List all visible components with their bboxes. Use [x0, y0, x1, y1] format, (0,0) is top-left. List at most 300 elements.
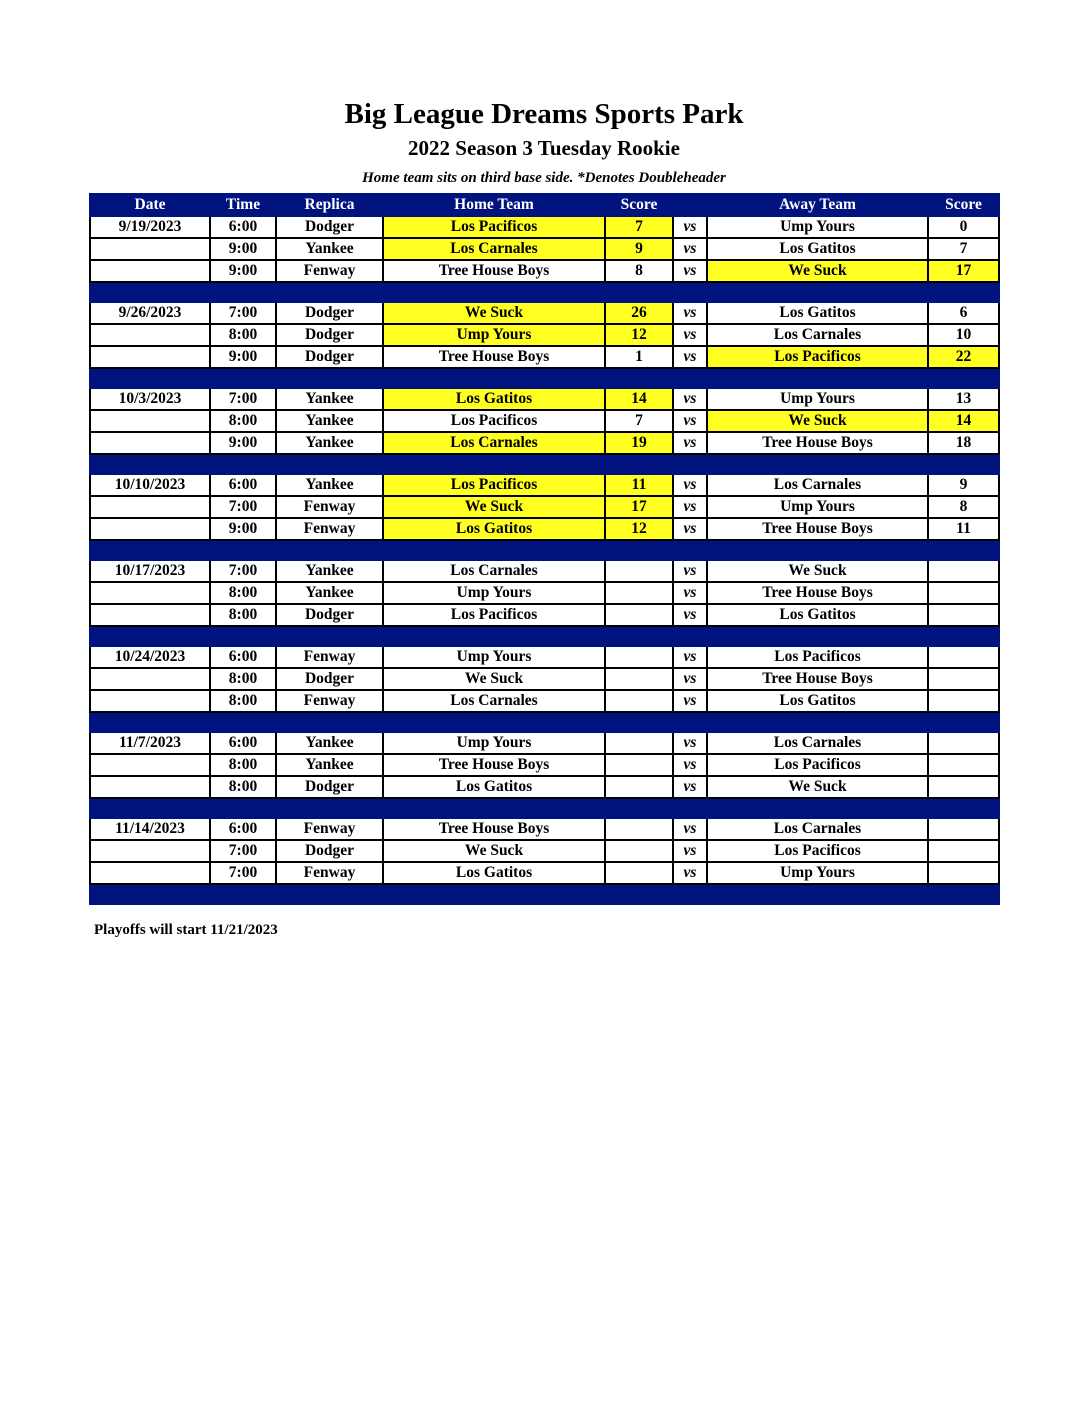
game-date — [90, 238, 210, 260]
game-replica: Dodger — [276, 668, 383, 690]
away-team: Tree House Boys — [707, 582, 928, 604]
home-team: Los Pacificos — [383, 474, 605, 496]
game-row — [90, 238, 999, 260]
home-team: We Suck — [383, 302, 605, 324]
game-row — [90, 496, 999, 518]
game-date: 10/24/2023 — [90, 646, 210, 668]
game-replica: Yankee — [276, 582, 383, 604]
home-score: 14 — [605, 388, 673, 410]
away-score — [928, 754, 999, 776]
vs-label: vs — [673, 690, 707, 712]
vs-label: vs — [673, 474, 707, 496]
separator-cell — [276, 798, 383, 818]
separator-cell — [928, 454, 999, 474]
game-time: 6:00 — [210, 474, 276, 496]
game-date: 11/7/2023 — [90, 732, 210, 754]
home-score: 12 — [605, 324, 673, 346]
away-score: 14 — [928, 410, 999, 432]
separator-cell — [383, 368, 605, 388]
game-replica: Yankee — [276, 410, 383, 432]
separator-cell — [210, 712, 276, 732]
home-score: 19 — [605, 432, 673, 454]
game-replica: Dodger — [276, 840, 383, 862]
week-separator — [90, 884, 999, 904]
game-time: 8:00 — [210, 324, 276, 346]
header-home-score: Score — [605, 194, 673, 216]
game-time: 7:00 — [210, 840, 276, 862]
away-score: 18 — [928, 432, 999, 454]
home-score: 8 — [605, 260, 673, 282]
away-team: We Suck — [707, 410, 928, 432]
away-score: 8 — [928, 496, 999, 518]
separator-cell — [605, 712, 673, 732]
game-row — [90, 346, 999, 368]
separator-cell — [605, 540, 673, 560]
away-score: 7 — [928, 238, 999, 260]
game-row — [90, 840, 999, 862]
game-time: 7:00 — [210, 862, 276, 884]
separator-cell — [605, 798, 673, 818]
home-team: Ump Yours — [383, 646, 605, 668]
vs-label: vs — [673, 668, 707, 690]
away-score — [928, 818, 999, 840]
week-separator — [90, 282, 999, 302]
playoffs-note: Playoffs will start 11/21/2023 — [94, 922, 278, 938]
away-score — [928, 776, 999, 798]
game-time: 7:00 — [210, 560, 276, 582]
game-date: 10/3/2023 — [90, 388, 210, 410]
header-row — [90, 194, 999, 216]
separator-cell — [383, 454, 605, 474]
away-team: Los Gatitos — [707, 690, 928, 712]
home-score — [605, 840, 673, 862]
game-row — [90, 388, 999, 410]
vs-label: vs — [673, 604, 707, 626]
header-date: Date — [90, 194, 210, 216]
home-score — [605, 818, 673, 840]
separator-cell — [707, 798, 928, 818]
vs-label: vs — [673, 776, 707, 798]
game-row — [90, 432, 999, 454]
header-replica: Replica — [276, 194, 383, 216]
separator-cell — [210, 282, 276, 302]
separator-cell — [673, 454, 707, 474]
vs-label: vs — [673, 560, 707, 582]
away-score — [928, 840, 999, 862]
away-team: Los Pacificos — [707, 754, 928, 776]
away-score: 10 — [928, 324, 999, 346]
away-team: Ump Yours — [707, 862, 928, 884]
home-score — [605, 668, 673, 690]
separator-cell — [673, 798, 707, 818]
header-home-team: Home Team — [383, 194, 605, 216]
header-vs — [673, 194, 707, 216]
vs-label: vs — [673, 432, 707, 454]
separator-cell — [928, 368, 999, 388]
game-replica: Fenway — [276, 646, 383, 668]
game-replica: Dodger — [276, 324, 383, 346]
separator-cell — [707, 626, 928, 646]
vs-label: vs — [673, 496, 707, 518]
game-date — [90, 432, 210, 454]
separator-cell — [276, 540, 383, 560]
game-time: 6:00 — [210, 216, 276, 238]
home-team: Tree House Boys — [383, 818, 605, 840]
separator-cell — [210, 798, 276, 818]
game-replica: Fenway — [276, 260, 383, 282]
header-time: Time — [210, 194, 276, 216]
game-date — [90, 668, 210, 690]
separator-cell — [210, 540, 276, 560]
game-date — [90, 690, 210, 712]
away-team: Los Carnales — [707, 324, 928, 346]
separator-cell — [707, 454, 928, 474]
home-team: We Suck — [383, 668, 605, 690]
game-row — [90, 410, 999, 432]
separator-cell — [383, 798, 605, 818]
vs-label: vs — [673, 862, 707, 884]
away-score: 0 — [928, 216, 999, 238]
away-team: Los Pacificos — [707, 346, 928, 368]
away-team: We Suck — [707, 560, 928, 582]
game-replica: Dodger — [276, 216, 383, 238]
separator-cell — [90, 712, 210, 732]
game-date — [90, 410, 210, 432]
game-date: 11/14/2023 — [90, 818, 210, 840]
vs-label: vs — [673, 518, 707, 540]
vs-label: vs — [673, 582, 707, 604]
away-score: 17 — [928, 260, 999, 282]
schedule-table — [89, 193, 1000, 905]
away-team: Los Gatitos — [707, 302, 928, 324]
game-row — [90, 646, 999, 668]
separator-cell — [90, 798, 210, 818]
home-team: Los Carnales — [383, 432, 605, 454]
away-score — [928, 604, 999, 626]
game-row — [90, 260, 999, 282]
game-row — [90, 216, 999, 238]
game-date: 10/10/2023 — [90, 474, 210, 496]
game-time: 9:00 — [210, 432, 276, 454]
vs-label: vs — [673, 216, 707, 238]
away-score: 6 — [928, 302, 999, 324]
home-team: Tree House Boys — [383, 754, 605, 776]
game-row — [90, 604, 999, 626]
week-separator — [90, 368, 999, 388]
separator-cell — [673, 368, 707, 388]
home-score — [605, 732, 673, 754]
game-row — [90, 324, 999, 346]
home-team: Los Gatitos — [383, 862, 605, 884]
game-date — [90, 582, 210, 604]
separator-cell — [383, 626, 605, 646]
game-replica: Fenway — [276, 496, 383, 518]
away-team: We Suck — [707, 776, 928, 798]
separator-cell — [383, 712, 605, 732]
game-row — [90, 474, 999, 496]
game-time: 9:00 — [210, 346, 276, 368]
separator-cell — [276, 884, 383, 904]
game-replica: Yankee — [276, 732, 383, 754]
away-team: Tree House Boys — [707, 518, 928, 540]
game-time: 9:00 — [210, 238, 276, 260]
home-team: Ump Yours — [383, 582, 605, 604]
home-score — [605, 560, 673, 582]
vs-label: vs — [673, 410, 707, 432]
week-separator — [90, 712, 999, 732]
away-score: 22 — [928, 346, 999, 368]
home-team: Los Carnales — [383, 690, 605, 712]
separator-cell — [276, 282, 383, 302]
game-row — [90, 690, 999, 712]
home-score — [605, 604, 673, 626]
separator-cell — [928, 798, 999, 818]
home-score — [605, 776, 673, 798]
away-score — [928, 646, 999, 668]
separator-cell — [276, 368, 383, 388]
separator-cell — [707, 712, 928, 732]
separator-cell — [276, 454, 383, 474]
game-date — [90, 260, 210, 282]
separator-cell — [605, 282, 673, 302]
page-title: Big League Dreams Sports Park — [344, 98, 744, 130]
home-score: 26 — [605, 302, 673, 324]
home-team: Los Carnales — [383, 560, 605, 582]
separator-cell — [707, 282, 928, 302]
home-team: Los Gatitos — [383, 518, 605, 540]
game-time: 8:00 — [210, 776, 276, 798]
away-team: Ump Yours — [707, 216, 928, 238]
away-score — [928, 560, 999, 582]
away-score — [928, 668, 999, 690]
game-time: 7:00 — [210, 496, 276, 518]
game-row — [90, 518, 999, 540]
separator-cell — [707, 884, 928, 904]
game-replica: Yankee — [276, 754, 383, 776]
away-team: Tree House Boys — [707, 432, 928, 454]
game-date — [90, 776, 210, 798]
away-team: Los Carnales — [707, 732, 928, 754]
game-date — [90, 604, 210, 626]
game-replica: Yankee — [276, 560, 383, 582]
game-replica: Yankee — [276, 474, 383, 496]
game-time: 8:00 — [210, 410, 276, 432]
game-replica: Fenway — [276, 690, 383, 712]
separator-cell — [90, 884, 210, 904]
separator-cell — [383, 884, 605, 904]
away-team: Tree House Boys — [707, 668, 928, 690]
game-time: 7:00 — [210, 302, 276, 324]
game-row — [90, 302, 999, 324]
game-time: 8:00 — [210, 582, 276, 604]
home-team: We Suck — [383, 496, 605, 518]
vs-label: vs — [673, 238, 707, 260]
game-time: 9:00 — [210, 518, 276, 540]
away-team: Los Carnales — [707, 818, 928, 840]
separator-cell — [673, 712, 707, 732]
week-separator — [90, 454, 999, 474]
game-row — [90, 560, 999, 582]
game-row — [90, 732, 999, 754]
separator-cell — [90, 454, 210, 474]
away-score: 9 — [928, 474, 999, 496]
game-replica: Dodger — [276, 346, 383, 368]
away-score: 11 — [928, 518, 999, 540]
game-time: 7:00 — [210, 388, 276, 410]
game-replica: Yankee — [276, 388, 383, 410]
schedule-note: Home team sits on third base side. *Denotes Doubleheader — [362, 170, 726, 186]
home-score: 9 — [605, 238, 673, 260]
home-team: Los Gatitos — [383, 388, 605, 410]
separator-cell — [928, 626, 999, 646]
home-score — [605, 646, 673, 668]
separator-cell — [383, 540, 605, 560]
home-score: 17 — [605, 496, 673, 518]
home-score — [605, 862, 673, 884]
away-score — [928, 732, 999, 754]
away-team: Ump Yours — [707, 388, 928, 410]
game-time: 6:00 — [210, 818, 276, 840]
vs-label: vs — [673, 346, 707, 368]
separator-cell — [276, 626, 383, 646]
away-score: 13 — [928, 388, 999, 410]
game-date: 9/26/2023 — [90, 302, 210, 324]
game-date — [90, 754, 210, 776]
home-team: We Suck — [383, 840, 605, 862]
away-score — [928, 690, 999, 712]
game-row — [90, 862, 999, 884]
away-team: Los Gatitos — [707, 238, 928, 260]
game-time: 8:00 — [210, 668, 276, 690]
separator-cell — [928, 884, 999, 904]
home-score: 12 — [605, 518, 673, 540]
separator-cell — [605, 454, 673, 474]
separator-cell — [90, 540, 210, 560]
vs-label: vs — [673, 324, 707, 346]
separator-cell — [928, 540, 999, 560]
week-separator — [90, 540, 999, 560]
vs-label: vs — [673, 732, 707, 754]
separator-cell — [707, 540, 928, 560]
game-date — [90, 862, 210, 884]
home-score — [605, 690, 673, 712]
game-time: 9:00 — [210, 260, 276, 282]
game-date — [90, 840, 210, 862]
separator-cell — [928, 282, 999, 302]
away-team: Los Gatitos — [707, 604, 928, 626]
separator-cell — [210, 454, 276, 474]
vs-label: vs — [673, 646, 707, 668]
week-separator — [90, 798, 999, 818]
separator-cell — [673, 282, 707, 302]
home-team: Ump Yours — [383, 324, 605, 346]
schedule-body — [90, 216, 999, 904]
game-replica: Dodger — [276, 302, 383, 324]
game-date — [90, 324, 210, 346]
game-date — [90, 346, 210, 368]
separator-cell — [605, 884, 673, 904]
home-team: Ump Yours — [383, 732, 605, 754]
game-time: 8:00 — [210, 754, 276, 776]
separator-cell — [928, 712, 999, 732]
game-replica: Fenway — [276, 818, 383, 840]
away-team: Los Pacificos — [707, 840, 928, 862]
home-team: Tree House Boys — [383, 260, 605, 282]
separator-cell — [673, 540, 707, 560]
separator-cell — [276, 712, 383, 732]
game-replica: Dodger — [276, 604, 383, 626]
separator-cell — [383, 282, 605, 302]
vs-label: vs — [673, 818, 707, 840]
separator-cell — [605, 626, 673, 646]
game-time: 6:00 — [210, 732, 276, 754]
away-team: Ump Yours — [707, 496, 928, 518]
away-team: We Suck — [707, 260, 928, 282]
home-team: Los Carnales — [383, 238, 605, 260]
separator-cell — [605, 368, 673, 388]
game-replica: Yankee — [276, 432, 383, 454]
game-row — [90, 754, 999, 776]
separator-cell — [90, 282, 210, 302]
page-subtitle: 2022 Season 3 Tuesday Rookie — [408, 136, 680, 160]
vs-label: vs — [673, 840, 707, 862]
game-time: 8:00 — [210, 604, 276, 626]
vs-label: vs — [673, 302, 707, 324]
separator-cell — [673, 884, 707, 904]
vs-label: vs — [673, 754, 707, 776]
away-team: Los Carnales — [707, 474, 928, 496]
home-score — [605, 582, 673, 604]
home-team: Los Pacificos — [383, 604, 605, 626]
home-team: Los Gatitos — [383, 776, 605, 798]
separator-cell — [210, 368, 276, 388]
vs-label: vs — [673, 260, 707, 282]
away-score — [928, 582, 999, 604]
home-score — [605, 754, 673, 776]
game-replica: Dodger — [276, 776, 383, 798]
separator-cell — [707, 368, 928, 388]
separator-cell — [210, 884, 276, 904]
header-away-team: Away Team — [707, 194, 928, 216]
game-date: 9/19/2023 — [90, 216, 210, 238]
vs-label: vs — [673, 388, 707, 410]
game-date — [90, 518, 210, 540]
separator-cell — [90, 626, 210, 646]
home-team: Los Pacificos — [383, 410, 605, 432]
home-score: 7 — [605, 410, 673, 432]
game-date — [90, 496, 210, 518]
separator-cell — [673, 626, 707, 646]
home-score: 1 — [605, 346, 673, 368]
separator-cell — [90, 368, 210, 388]
game-time: 6:00 — [210, 646, 276, 668]
header-away-score: Score — [928, 194, 999, 216]
home-score: 7 — [605, 216, 673, 238]
home-team: Tree House Boys — [383, 346, 605, 368]
game-replica: Fenway — [276, 862, 383, 884]
game-replica: Fenway — [276, 518, 383, 540]
game-replica: Yankee — [276, 238, 383, 260]
game-row — [90, 776, 999, 798]
separator-cell — [210, 626, 276, 646]
week-separator — [90, 626, 999, 646]
away-team: Los Pacificos — [707, 646, 928, 668]
home-team: Los Pacificos — [383, 216, 605, 238]
game-date: 10/17/2023 — [90, 560, 210, 582]
game-row — [90, 818, 999, 840]
game-row — [90, 582, 999, 604]
away-score — [928, 862, 999, 884]
